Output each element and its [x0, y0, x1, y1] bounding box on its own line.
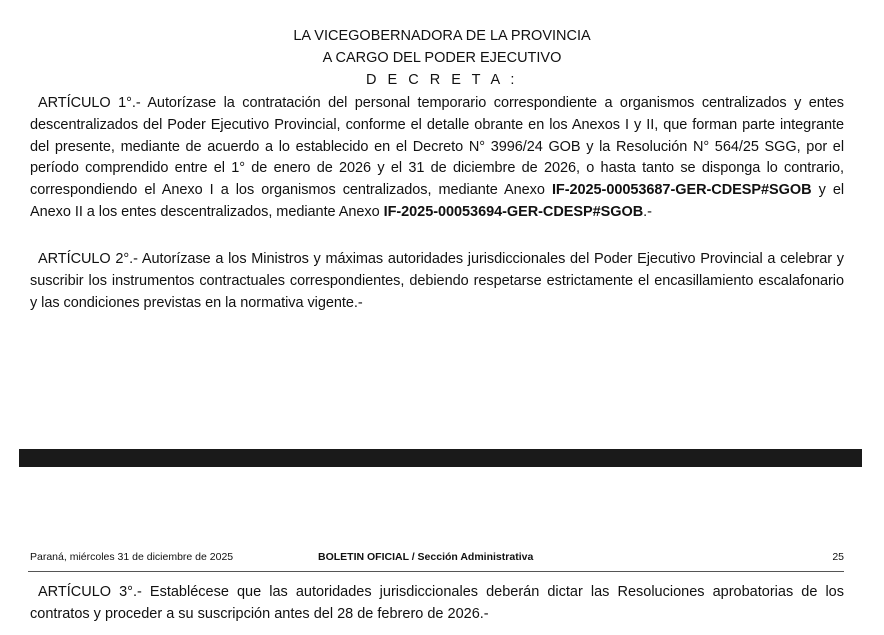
article-1-text-b: y el Anexo II a los entes descentralizados, mediante Anexo [30, 182, 845, 220]
article-1-label: ARTÍCULO 1°.- [38, 95, 141, 111]
article-1-annex-1: IF-2025-00053687-GER-CDESP#SGOB [551, 182, 812, 199]
article-2 [30, 249, 844, 314]
page-footer [30, 550, 844, 564]
article-1-annex-2: IF-2025-00053694-GER-CDESP#SGOB [383, 203, 644, 220]
footer-place-date: Paraná, miércoles 31 de diciembre de 2025 [30, 551, 234, 563]
decree-heading: D E C R E T A : [366, 72, 518, 88]
decree-issuer-line-2: A CARGO DEL PODER EJECUTIVO [322, 50, 562, 66]
footer-divider [28, 571, 844, 572]
article-2-text: Autorízase a los Ministros y máximas autoridades jurisdiccionales del Poder Ejecutivo Provincial a celebrar y suscribir los instrumentos contractuales correspondientes, debiendo respetarse estrictamente el encasillamiento escalafonario y las condiciones previstas en la normativa vigente.- [30, 251, 844, 311]
footer-page-number: 25 [832, 551, 844, 563]
page-break-band [19, 449, 862, 467]
article-1-text-c: .- [643, 203, 652, 220]
decree-issuer-line-1: LA VICEGOBERNADORA DE LA PROVINCIA [293, 28, 591, 44]
article-3-label: ARTÍCULO 3°.- [38, 584, 142, 600]
article-2-label: ARTÍCULO 2°.- [38, 251, 138, 267]
article-3 [30, 582, 844, 626]
footer-publication: BOLETIN OFICIAL / Sección Administrativa [318, 551, 534, 563]
article-1-text-a: Autorízase la contratación del personal temporario correspondiente a organismos centralizados y entes descentralizados del Poder Ejecutivo Provincial, conforme el detalle obrante en los Anexos I y II, que forman parte integrante del presente, mediante de acuerdo a lo establecido en el Decreto N° 3996/24 GOB y la Resolución N° 564/25 SGG, por el período comprendido entre el 1° de enero de 2026 y el 31 de diciembre de 2026, o hasta tanto se disponga lo contrario, correspondiendo el Anexo I a los organismos centralizados, mediante Anexo [30, 95, 844, 199]
article-3-text: Establécese que las autoridades jurisdiccionales deberán dictar las Resoluciones aprobatorias de los contratos y proceder a su suscripción antes del 28 de febrero de 2026.- [30, 584, 844, 622]
article-1 [30, 93, 844, 224]
